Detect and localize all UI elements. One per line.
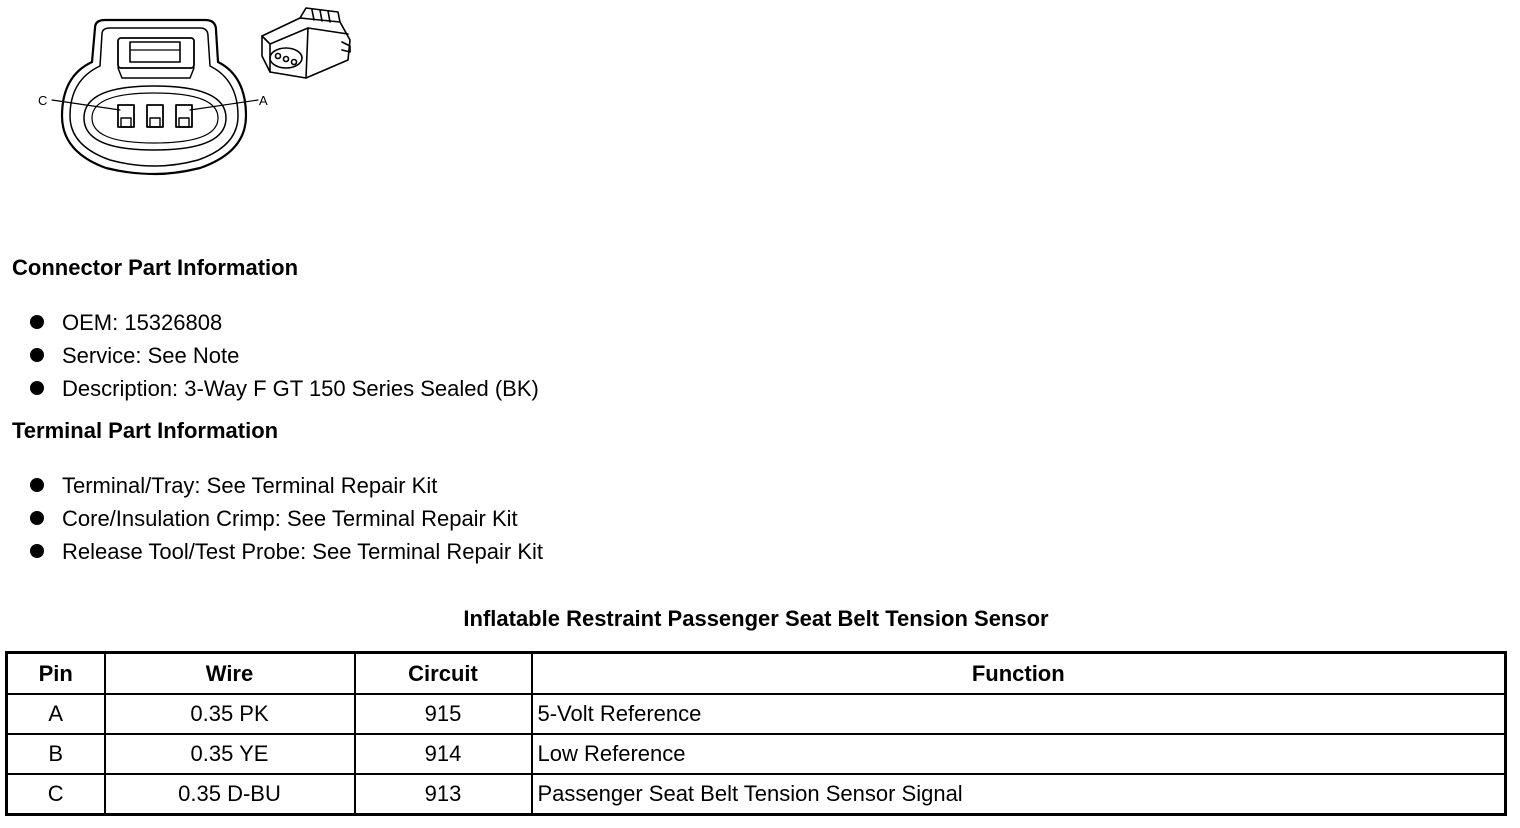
table-header-row <box>7 653 1506 695</box>
cell-circuit: 913 <box>355 774 532 815</box>
header-circuit: Circuit <box>355 653 532 695</box>
connector-face-icon <box>0 0 380 190</box>
cell-function: Low Reference <box>532 734 1506 774</box>
list-item <box>28 535 543 568</box>
table-row <box>7 734 1506 774</box>
cell-wire: 0.35 D-BU <box>105 774 355 815</box>
connector-diagram <box>0 0 380 190</box>
cell-circuit: 914 <box>355 734 532 774</box>
bullet-icon <box>30 544 44 558</box>
header-wire: Wire <box>105 653 355 695</box>
header-function: Function <box>532 653 1506 695</box>
bullet-icon <box>30 315 44 329</box>
list-item <box>28 502 543 535</box>
pin-table <box>5 651 1507 816</box>
cell-wire: 0.35 YE <box>105 734 355 774</box>
table-row <box>7 694 1506 734</box>
bullet-icon <box>30 348 44 362</box>
terminal-info-list <box>28 469 543 568</box>
bullet-icon <box>30 478 44 492</box>
cell-pin: A <box>7 694 105 734</box>
header-pin: Pin <box>7 653 105 695</box>
connector-service: Service: See Note <box>62 343 240 368</box>
pin-label-a: A <box>259 93 268 108</box>
pin-table-title: Inflatable Restraint Passenger Seat Belt Tension Sensor <box>463 606 1049 631</box>
cell-function: 5-Volt Reference <box>532 694 1506 734</box>
terminal-crimp: Core/Insulation Crimp: See Terminal Repair Kit <box>62 506 518 531</box>
terminal-info-heading: Terminal Part Information <box>12 418 279 443</box>
connector-description: Description: 3-Way F GT 150 Series Sealed (BK) <box>62 376 539 401</box>
connector-info-heading: Connector Part Information <box>12 255 299 280</box>
cell-wire: 0.35 PK <box>105 694 355 734</box>
cell-pin: B <box>7 734 105 774</box>
terminal-tray: Terminal/Tray: See Terminal Repair Kit <box>62 473 438 498</box>
cell-function: Passenger Seat Belt Tension Sensor Signal <box>532 774 1506 815</box>
bullet-icon <box>30 381 44 395</box>
cell-circuit: 915 <box>355 694 532 734</box>
list-item <box>28 306 539 339</box>
terminal-release-tool: Release Tool/Test Probe: See Terminal Repair Kit <box>62 539 543 564</box>
table-row <box>7 774 1506 815</box>
list-item <box>28 372 539 405</box>
list-item <box>28 339 539 372</box>
connector-oem: OEM: 15326808 <box>62 310 223 335</box>
cell-pin: C <box>7 774 105 815</box>
pin-label-c: C <box>38 93 48 108</box>
list-item <box>28 469 543 502</box>
connector-info-list <box>28 306 539 405</box>
bullet-icon <box>30 511 44 525</box>
